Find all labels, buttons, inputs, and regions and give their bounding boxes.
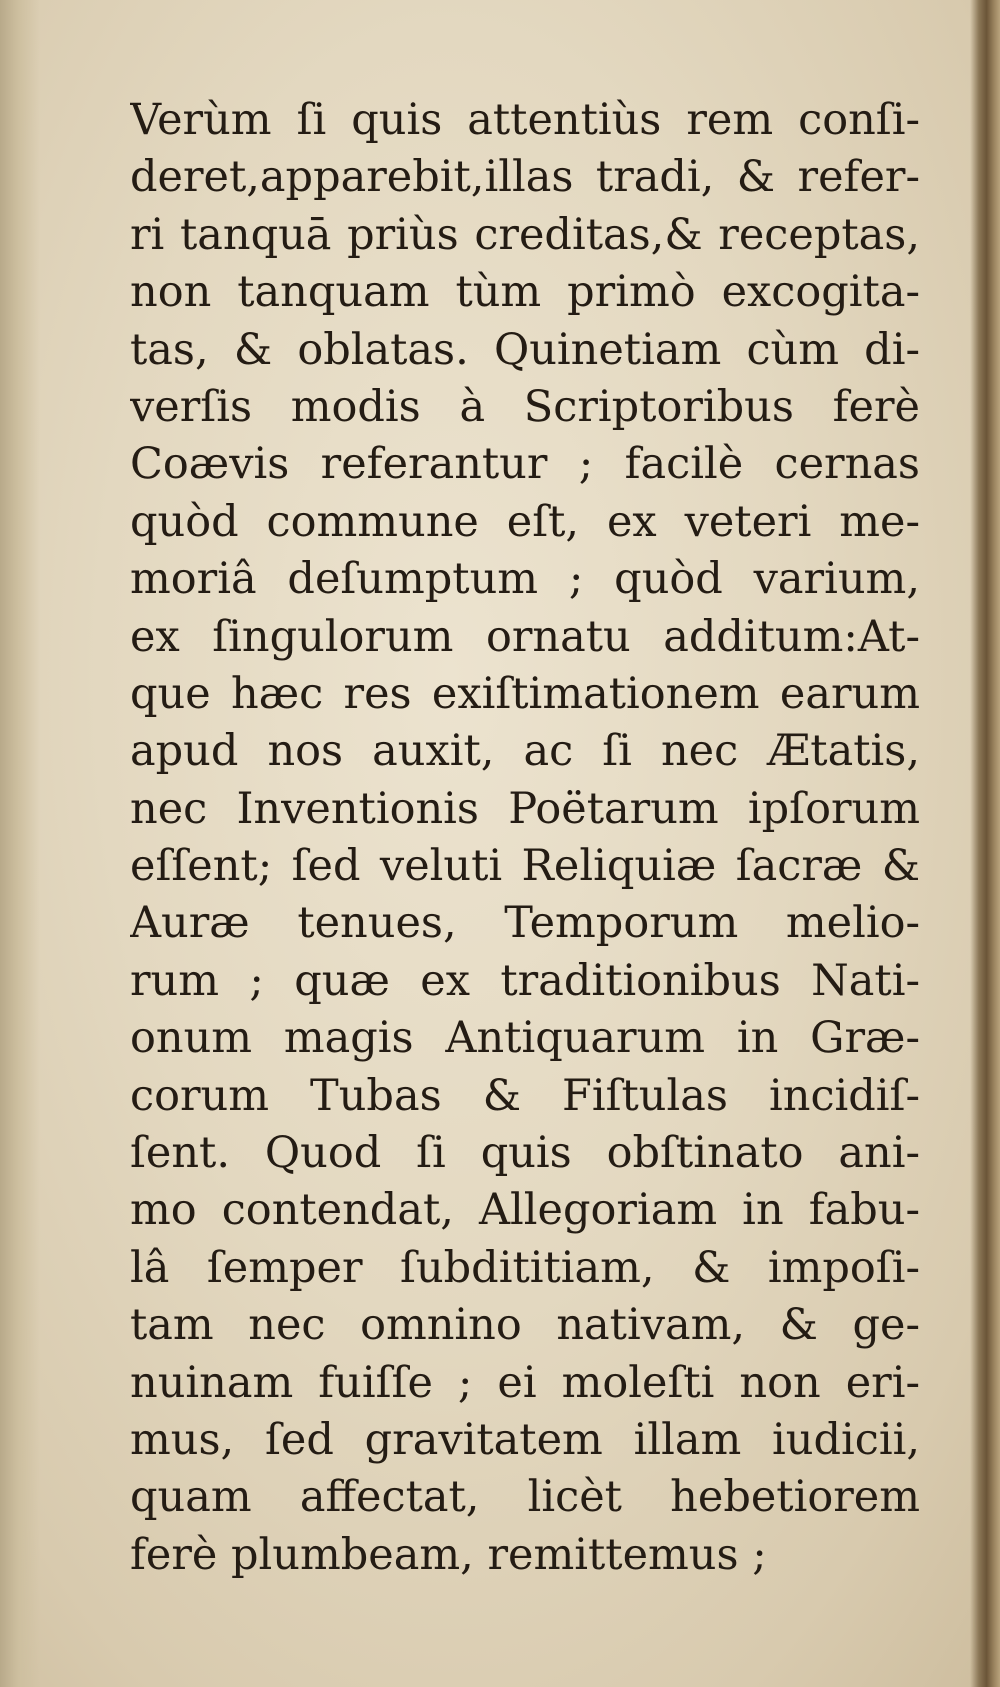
text-line: non tanquam tùm primò excogita- — [130, 267, 920, 318]
text-line: ex ſingulorum ornatu additum:At- — [130, 611, 920, 662]
text-line: tas, & oblatas. Quinetiam cùm di- — [130, 324, 920, 375]
text-line: nec Inventionis Poëtarum ipſorum — [130, 783, 920, 834]
text-line: onum magis Antiquarum in Græ- — [130, 1013, 920, 1064]
text-line: apud nos auxit, ac ſi nec Ætatis, — [130, 726, 920, 777]
text-line: deret,apparebit,illas tradi, & refer- — [130, 152, 920, 203]
text-line: tam nec omnino nativam, & ge- — [130, 1300, 920, 1351]
text-line: mo contendat, Allegoriam in fabu- — [130, 1185, 920, 1236]
binding-edge — [970, 0, 1000, 1687]
text-line: corum Tubas & Fiſtulas incidiſ- — [130, 1070, 920, 1121]
text-line: eſſent; ſed veluti Reliquiæ ſacræ & — [130, 841, 920, 892]
page-gutter-shadow — [0, 0, 40, 1687]
text-line: moriâ deſumptum ; quòd varium, — [130, 554, 920, 605]
text-line: nuinam fuiſſe ; ei moleſti non eri- — [130, 1357, 920, 1408]
text-line: mus, ſed gravitatem illam iudicii, — [130, 1414, 920, 1465]
text-line: lâ ſemper ſubdititiam, & impoſi- — [130, 1242, 920, 1293]
text-line: rum ; quæ ex traditionibus Nati- — [130, 955, 920, 1006]
text-line: Coævis referantur ; facilè cernas — [130, 439, 920, 490]
text-line: que hæc res exiſtimationem earum — [130, 668, 920, 719]
text-line: ſent. Quod ſi quis obſtinato ani- — [130, 1128, 920, 1179]
body-text — [130, 92, 920, 1584]
text-line: verſis modis à Scriptoribus ferè — [130, 381, 920, 432]
text-line: Verùm ſi quis attentiùs rem conſi- — [130, 95, 920, 145]
text-line: quòd commune eſt, ex veteri me- — [130, 496, 920, 547]
text-line: Auræ tenues, Temporum melio- — [130, 898, 920, 949]
text-line: ri tanquā priùs creditas,& receptas, — [130, 209, 920, 260]
text-line: quam affectat, licèt hebetiorem — [130, 1472, 920, 1523]
text-line: ferè plumbeam, remittemus ; — [130, 1529, 767, 1580]
